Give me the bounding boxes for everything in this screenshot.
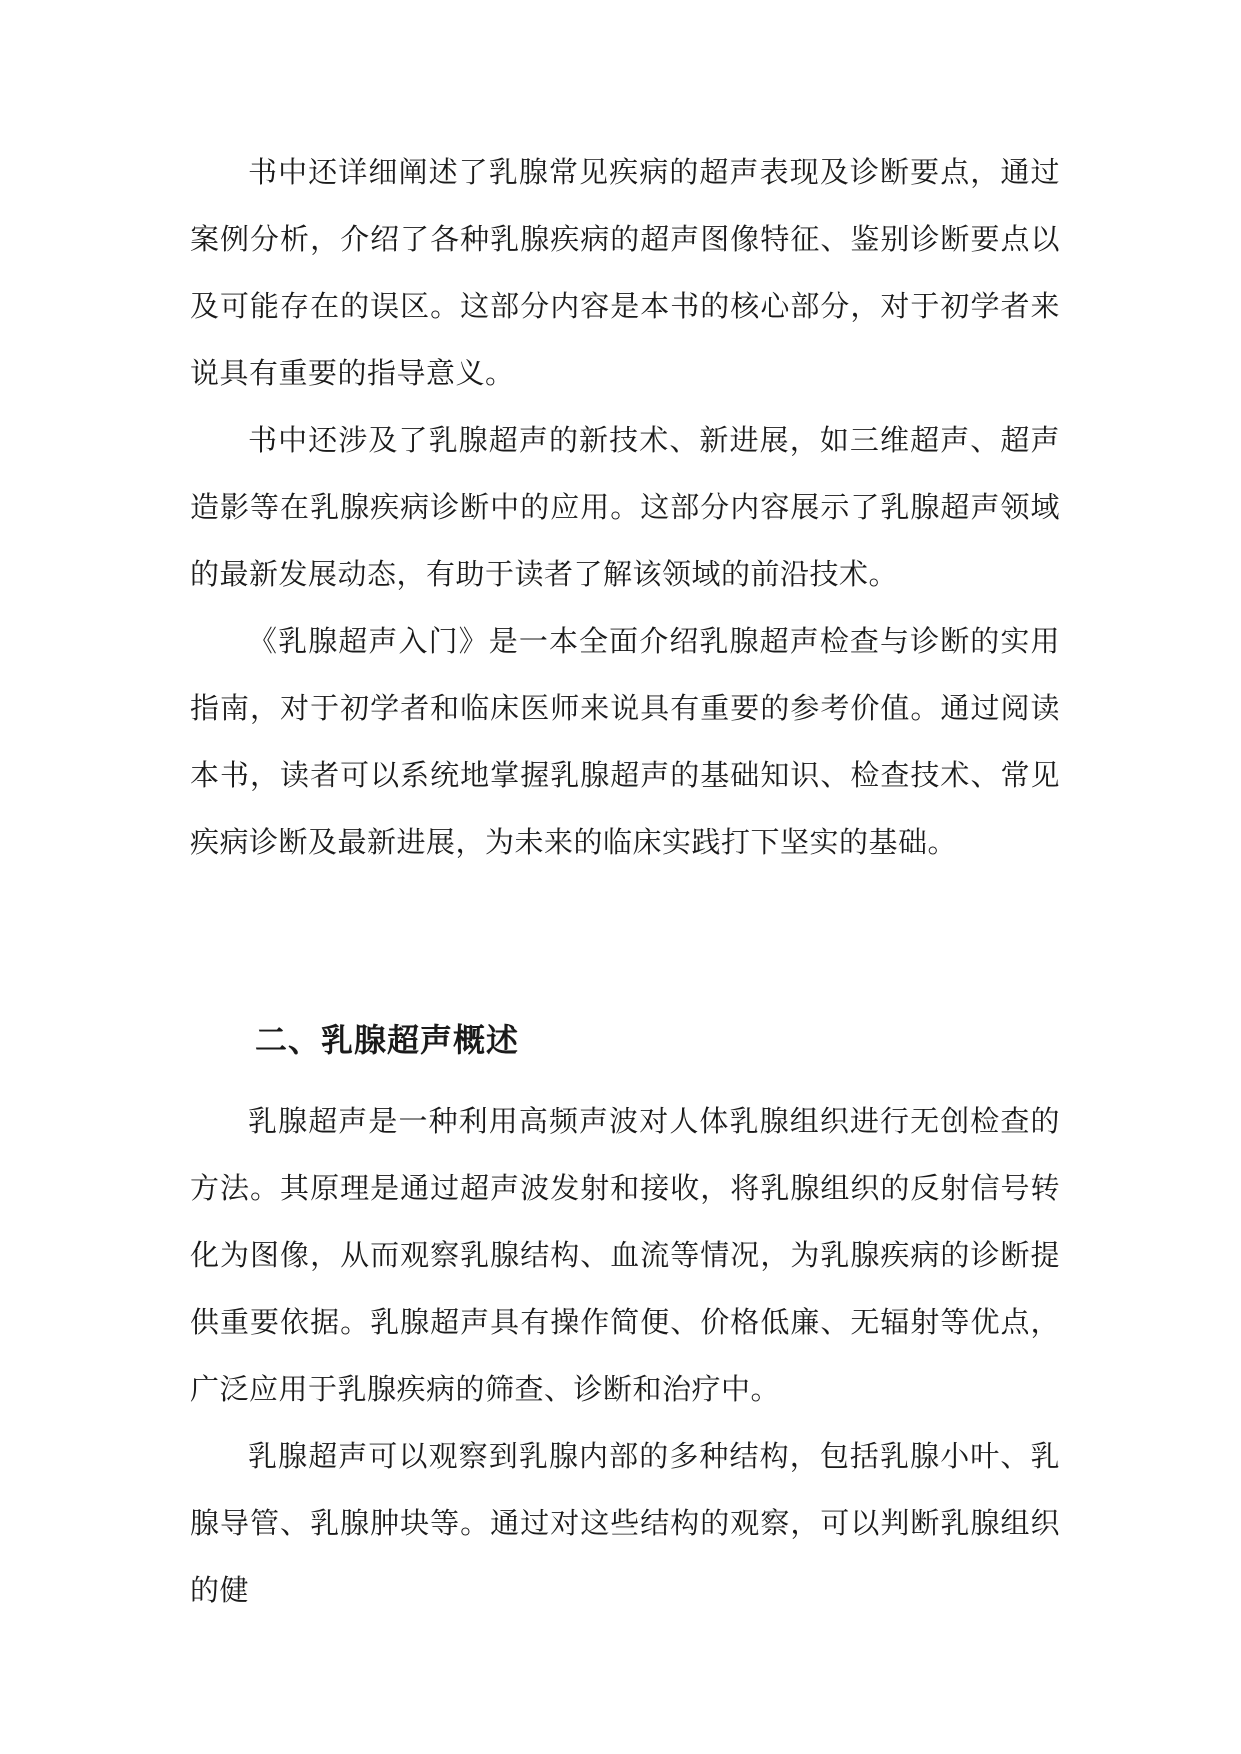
paragraph-new-technologies: 书中还涉及了乳腺超声的新技术、新进展，如三维超声、超声造影等在乳腺疾病诊断中的应用。这部分内容展示了乳腺超声领域的最新发展动态，有助于读者了解该领域的前沿技术。 [190,423,1060,591]
paragraph-ultrasound-structures: 乳腺超声可以观察到乳腺内部的多种结构，包括乳腺小叶、乳腺导管、乳腺肿块等。通过对这些结构的观察，可以判断乳腺组织的健 [190,1439,1060,1607]
paragraph-book-summary: 《乳腺超声入门》是一本全面介绍乳腺超声检查与诊断的实用指南，对于初学者和临床医师来说具有重要的参考价值。通过阅读本书，读者可以系统地掌握乳腺超声的基础知识、检查技术、常见疾病诊断及最新进展，为未来的临床实践打下坚实的基础。 [190,624,1060,859]
section-heading: 二、乳腺超声概述 [255,1021,520,1059]
paragraph-common-diseases: 书中还详细阐述了乳腺常见疾病的超声表现及诊断要点，通过案例分析，介绍了各种乳腺疾病的超声图像特征、鉴别诊断要点以及可能存在的误区。这部分内容是本书的核心部分，对于初学者来说具有重要的指导意义。 [190,155,1060,390]
paragraph-ultrasound-overview: 乳腺超声是一种利用高频声波对人体乳腺组织进行无创检查的方法。其原理是通过超声波发射和接收，将乳腺组织的反射信号转化为图像，从而观察乳腺结构、血流等情况，为乳腺疾病的诊断提供重要依据。乳腺超声具有操作简便、价格低廉、无辐射等优点，广泛应用于乳腺疾病的筛查、诊断和治疗中。 [190,1104,1060,1406]
